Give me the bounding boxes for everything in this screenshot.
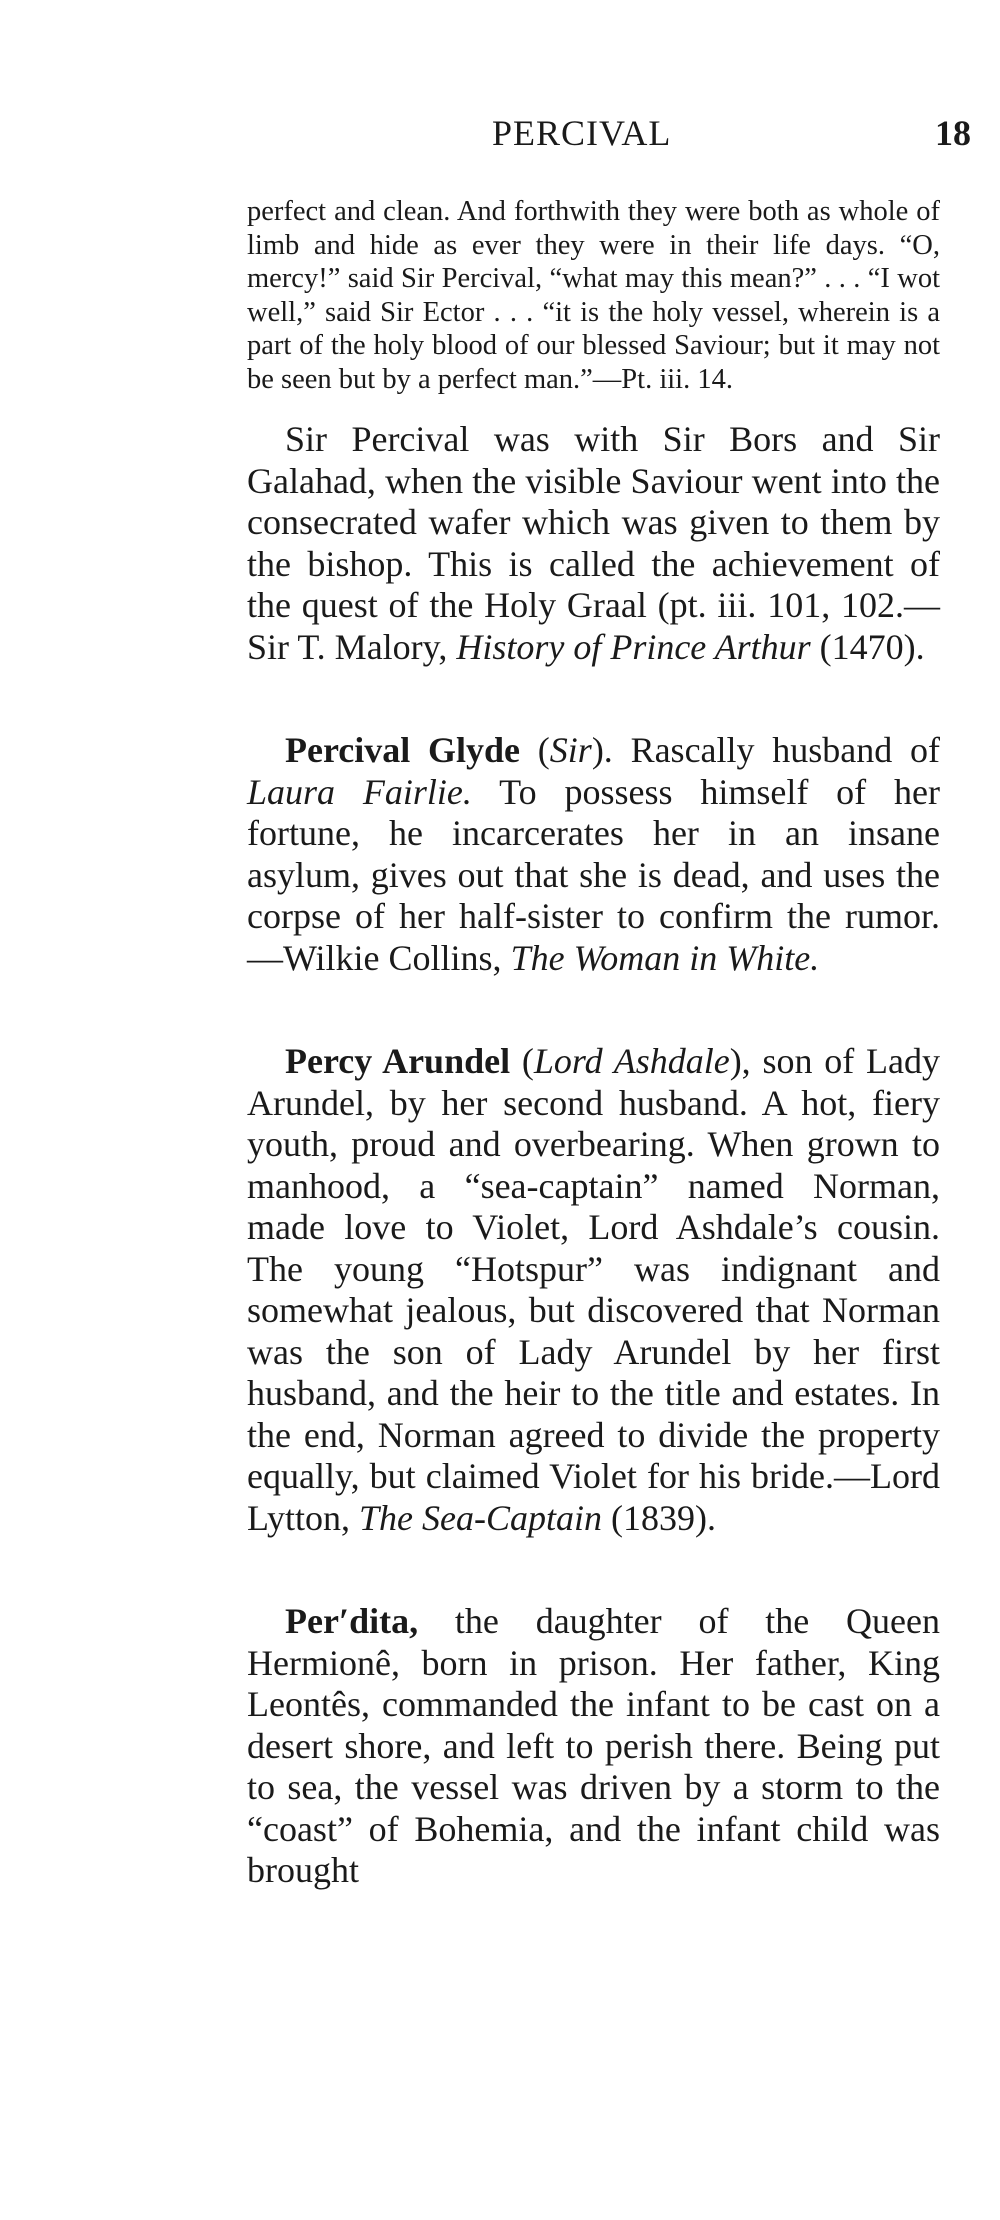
page-body — [247, 195, 940, 1892]
page-header — [0, 112, 1000, 162]
entry-headword: Percy Arundel — [285, 1041, 511, 1081]
entry-paren-close: ). — [591, 730, 613, 770]
entry-paren-open: ( — [520, 730, 550, 770]
entry-text-cont: To possess himself of her fortune, he incarcerates her in an insane asylum, gives out that she is dead, and uses the corpse of her half-sister to confirm the rumor.—Wilkie Collins, — [247, 771, 941, 978]
paragraph-text: Sir Percival was with Sir Bors and Sir Galahad, when the visible Saviour went into the consecrated wafer which was given to them by the bishop. This is called the achievement of the quest of the Holy Graal (pt. iii. 101, 102.—Sir T. Malory, — [247, 419, 940, 667]
entry-work-title: The Woman in White. — [510, 937, 820, 978]
entry-headword: Percival Glyde — [285, 730, 521, 770]
page-number: 18 — [935, 113, 971, 153]
entry-text: Rascally husband of — [612, 730, 940, 770]
quoted-passage — [247, 195, 940, 396]
running-title: PERCIVAL — [492, 113, 672, 153]
entry-work-title: The Sea-Captain — [359, 1497, 602, 1538]
entry-date: (1839). — [602, 1497, 716, 1538]
paragraph-date: (1470). — [810, 626, 925, 667]
entry-perdita — [247, 1601, 940, 1892]
entry-paren-close: ), — [729, 1041, 751, 1081]
entry-percival-glyde — [247, 730, 940, 979]
entry-headword: Per′dita, — [285, 1601, 419, 1641]
quote-text: perfect and clean. And forthwith they were both as whole of limb and hide as ever they were in their life days. “O, mercy!” said Sir Percival, “what may this mean?” . . . “I wot well,” said Sir Ector . . . “it is the holy vessel, wherein is a part of the holy blood of our blessed Saviour; but it may not be seen but by a perfect man.”—Pt. iii. 14. — [247, 196, 940, 395]
entry-paren-open: ( — [510, 1041, 534, 1081]
entry-qualifier: Lord Ashdale — [533, 1041, 730, 1081]
work-title: History of Prince Arthur — [456, 626, 811, 667]
percival-paragraph — [247, 419, 940, 668]
entry-percy-arundel — [247, 1041, 940, 1539]
entry-qualifier: Sir — [549, 730, 592, 770]
entry-text: the daughter of the Queen Hermionê, born in prison. Her father, King Leontês, commanded the infant to be cast on a desert shore, and left to perish there. Being put to sea, the vessel was driven by a storm to the “coast” of Bohemia, and the infant child was brought — [247, 1601, 940, 1890]
entry-text: son of Lady Arundel, by her second husband. A hot, fiery youth, proud and overbearing. When grown to manhood, a “sea-captain” named Norman, made love to Violet, Lord Ashdale’s cousin. The young “Hotspur” was indignant and somewhat jealous, but discovered that Norman was the son of Lady Arundel by her first husband, and the heir to the title and estates. In the end, Norman agreed to divide the property equally, but claimed Violet for his bride.—Lord Lytton, — [247, 1041, 940, 1538]
entry-italic-name: Laura Fairlie. — [247, 771, 472, 812]
